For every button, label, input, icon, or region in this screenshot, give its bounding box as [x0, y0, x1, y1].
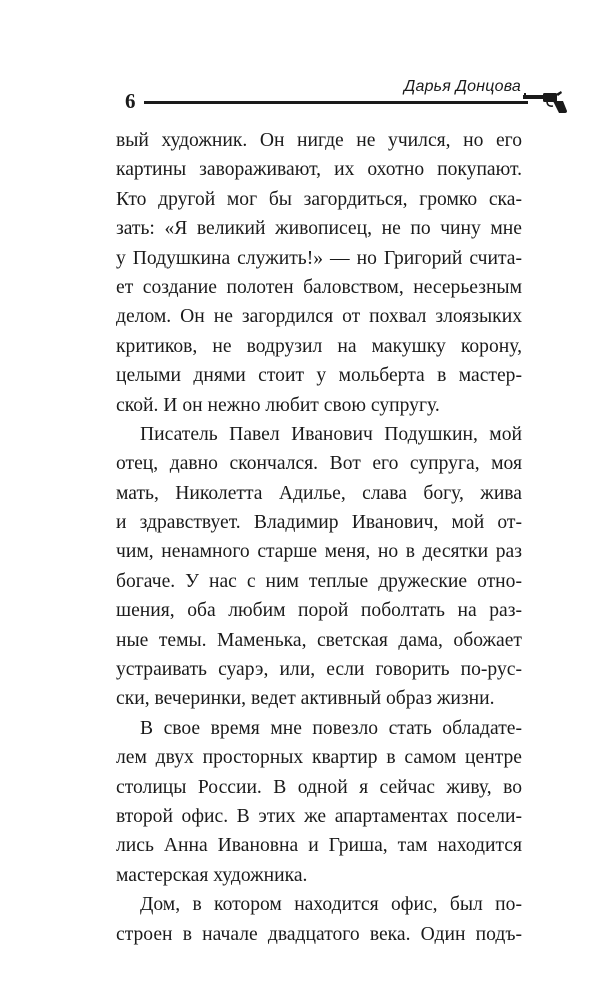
text-line: Кто другой мог бы загордиться, громко ска- [116, 188, 522, 210]
paragraph [116, 126, 522, 420]
text-line: столицы России. В одной я сейчас живу, во [116, 776, 522, 798]
header-rule [144, 101, 528, 104]
paragraph [116, 420, 522, 714]
text-line: отец, давно скончался. Вот его супруга, моя [116, 453, 522, 475]
text-line: мастерская художника. [116, 864, 308, 886]
text-line: ски, вечеринки, ведет активный образ жизни. [116, 688, 495, 710]
text-line: мать, Николетта Адилье, слава богу, жива [116, 482, 522, 504]
body-text [116, 126, 522, 949]
page-number: 6 [125, 89, 136, 113]
text-line: ской. И он нежно любит свою супругу. [116, 394, 440, 416]
running-header-author: Дарья Донцова [404, 78, 521, 95]
text-line: зать: «Я великий живописец, не по чину мне [116, 218, 522, 240]
text-line: лись Анна Ивановна и Гриша, там находится [116, 835, 522, 857]
text-line: целыми днями стоит у мольберта в мастер- [116, 365, 522, 387]
text-line: второй офис. В этих же апартаментах посели- [116, 805, 522, 827]
text-line: лем двух просторных квартир в самом центре [116, 747, 522, 769]
text-line: ет создание полотен баловством, несерьезным [116, 276, 522, 298]
text-line: картины завораживают, их охотно покупают. [116, 159, 522, 181]
text-line: делом. Он не загордился от похвал злоязыких [116, 306, 522, 328]
text-line: Дом, в котором находится офис, был по- [140, 894, 522, 916]
text-line: устраивать суарэ, или, если говорить по-рус- [116, 659, 522, 681]
paragraph [116, 890, 522, 949]
text-line: В свое время мне повезло стать обладате- [140, 717, 522, 739]
text-line: вый художник. Он нигде не учился, но его [116, 130, 522, 151]
text-line: чим, ненамного старше меня, но в десятки раз [116, 541, 522, 563]
text-line: критиков, не водрузил на макушку корону, [116, 335, 522, 357]
running-header [125, 78, 545, 118]
text-line: шения, оба любим порой поболтать на раз- [116, 600, 522, 622]
paragraph [116, 714, 522, 890]
text-line: ные темы. Маменька, светская дама, обожает [116, 629, 522, 651]
text-line: богаче. У нас с ним теплые дружеские отно- [116, 570, 522, 592]
text-line: строен в начале двадцатого века. Один подъ- [116, 923, 522, 945]
text-line: Писатель Павел Иванович Подушкин, мой [140, 423, 522, 445]
text-line: и здравствует. Владимир Иванович, мой от- [116, 512, 522, 534]
revolver-icon [523, 91, 569, 113]
text-line: у Подушкина служить!» — но Григорий счита- [116, 247, 522, 269]
